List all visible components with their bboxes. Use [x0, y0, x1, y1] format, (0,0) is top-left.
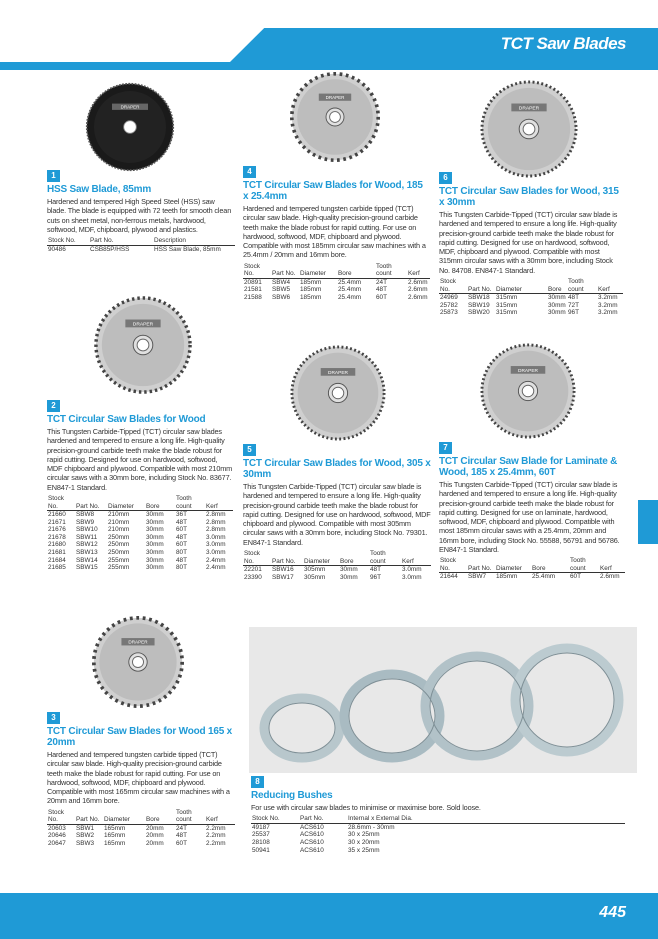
col-header: Part No. — [89, 237, 153, 245]
blade-image-1 — [85, 82, 175, 172]
blade-image-4 — [290, 72, 380, 162]
col-header: Diameter — [107, 495, 145, 511]
table-cell: 30mm — [146, 556, 164, 564]
col-header: Bore — [531, 557, 569, 573]
table-row — [439, 573, 625, 581]
table-cell: 60T — [376, 293, 388, 301]
col-header: Diameter — [303, 550, 339, 566]
section-title: Reducing Bushes — [251, 790, 333, 801]
blade-brand: DRAPER — [132, 322, 154, 328]
col-header: Bore — [337, 263, 375, 279]
table-cell: 30mm — [146, 533, 164, 541]
table-cell: 96T — [370, 573, 382, 581]
blade-brand: DRAPER — [518, 368, 538, 374]
table-cell: 250mm — [108, 533, 130, 541]
table-cell: SBW18 — [468, 294, 490, 302]
table-cell: 315mm — [496, 309, 518, 317]
table-cell: 25.4mm — [338, 278, 362, 286]
product-table — [47, 809, 235, 848]
table-cell: 21685 — [48, 564, 66, 572]
section-title: TCT Circular Saw Blade for Laminate & Wood, 185 x 25.4mm, 60T — [439, 456, 618, 478]
table-cell: 30mm — [340, 566, 358, 574]
table-cell: 2.2mm — [206, 824, 226, 832]
col-header: Bore — [145, 809, 175, 825]
product-section-4 — [243, 166, 430, 302]
section-number: 7 — [439, 442, 452, 454]
col-header: Part No. — [271, 263, 299, 279]
table-cell: 3.0mm — [206, 533, 226, 541]
section-number: 3 — [47, 712, 60, 724]
header-rule — [0, 62, 658, 70]
table-cell: 30 x 20mm — [348, 838, 380, 846]
table-cell: CSB85P/HSS — [90, 245, 130, 253]
table-cell: 185mm — [300, 286, 322, 294]
table-cell: 24T — [176, 824, 188, 832]
table-cell: 21684 — [48, 556, 66, 564]
table-cell: ACS610 — [300, 846, 324, 854]
section-title: TCT Circular Saw Blades for Wood, 315 x 30mm — [439, 186, 619, 208]
col-header: Bore — [547, 278, 567, 294]
table-cell: 96T — [568, 309, 580, 317]
table-row — [251, 831, 625, 839]
table-cell: 28108 — [252, 838, 270, 846]
col-header: Tooth count — [369, 550, 401, 566]
table-cell: 3.2mm — [598, 301, 618, 309]
table-cell: 49187 — [252, 823, 270, 831]
table-cell: 20603 — [48, 824, 66, 832]
table-cell: 2.8mm — [206, 518, 226, 526]
table-cell: 3.2mm — [598, 309, 618, 317]
table-cell: SBW15 — [76, 564, 98, 572]
table-cell: 165mm — [104, 824, 126, 832]
page-title: TCT Saw Blades — [500, 34, 626, 53]
table-cell: ACS610 — [300, 838, 324, 846]
section-description: For use with circular saw blades to minimise or maximise bore. Sold loose. — [251, 803, 481, 812]
product-table — [47, 495, 233, 572]
page-number: 445 — [599, 904, 626, 921]
table-cell: 48T — [176, 832, 188, 840]
table-row — [251, 823, 625, 831]
table-cell: 24T — [376, 278, 388, 286]
col-header: Tooth count — [175, 809, 205, 825]
section-title: HSS Saw Blade, 85mm — [47, 184, 152, 195]
col-header: Part No. — [467, 557, 495, 573]
table-cell: 90486 — [48, 245, 66, 253]
table-cell: SBW8 — [76, 511, 95, 519]
col-header: Internal x External Dia. — [347, 815, 625, 823]
table-cell: 20mm — [146, 839, 164, 847]
table-cell: 2.4mm — [206, 556, 226, 564]
page-footer — [0, 893, 658, 939]
col-header: Part No. — [271, 550, 303, 566]
table-cell: 36T — [176, 511, 188, 519]
table-cell: 21660 — [48, 511, 66, 519]
table-cell: SBW10 — [76, 526, 98, 534]
table-cell: 60T — [176, 541, 188, 549]
section-number: 8 — [251, 776, 264, 788]
table-cell: 3.0mm — [206, 541, 226, 549]
col-header: Diameter — [495, 278, 547, 294]
table-row — [47, 557, 233, 565]
table-cell: 21581 — [244, 286, 262, 294]
section-number: 4 — [243, 166, 256, 178]
table-cell: 48T — [376, 286, 388, 294]
table-cell: 23390 — [244, 573, 262, 581]
table-row — [47, 245, 235, 253]
table-cell: 210mm — [108, 526, 130, 534]
table-row — [243, 294, 430, 302]
table-cell: 210mm — [108, 511, 130, 519]
col-header: Stock No. — [243, 263, 271, 279]
table-cell: 30mm — [146, 541, 164, 549]
product-table — [243, 550, 431, 581]
table-cell: 250mm — [108, 541, 130, 549]
table-cell: 2.2mm — [206, 839, 226, 847]
table-row — [251, 847, 625, 855]
table-cell: 3.2mm — [598, 294, 618, 302]
table-cell: SBW6 — [272, 293, 291, 301]
table-cell: 22201 — [244, 566, 262, 574]
table-cell: 315mm — [496, 294, 518, 302]
table-row — [439, 302, 623, 310]
table-row — [439, 294, 623, 302]
product-table — [251, 815, 625, 854]
col-header: Tooth count — [567, 278, 597, 294]
table-cell: 21671 — [48, 518, 66, 526]
table-cell: 30mm — [548, 301, 566, 309]
table-cell: SBW3 — [76, 839, 95, 847]
table-cell: 25.4mm — [338, 293, 362, 301]
section-number: 6 — [439, 172, 452, 184]
table-cell: 305mm — [304, 566, 326, 574]
table-cell: 30mm — [146, 518, 164, 526]
table-cell: SBW11 — [76, 533, 98, 541]
table-cell: 20mm — [146, 832, 164, 840]
table-cell: 60T — [176, 839, 188, 847]
table-cell: 2.6mm — [408, 293, 428, 301]
table-cell: 30mm — [146, 549, 164, 557]
side-tab — [638, 500, 658, 544]
table-cell: 48T — [370, 566, 382, 574]
section-title: TCT Circular Saw Blades for Wood, 185 x 25.4mm — [243, 180, 423, 202]
table-row — [243, 286, 430, 294]
col-header: Stock No. — [47, 237, 89, 245]
table-cell: 60T — [176, 526, 188, 534]
table-cell: 25873 — [440, 309, 458, 317]
col-header: Kerf — [401, 550, 431, 566]
page-header — [0, 0, 658, 70]
col-header: Diameter — [495, 557, 531, 573]
product-section-6 — [439, 172, 623, 317]
table-cell: 72T — [568, 301, 580, 309]
table-row — [439, 309, 623, 317]
col-header: Stock No. — [439, 278, 467, 294]
table-cell: 165mm — [104, 839, 126, 847]
table-cell: 20mm — [146, 824, 164, 832]
table-row — [47, 511, 233, 519]
col-header: Stock No. — [439, 557, 467, 573]
blade-image-6 — [480, 80, 578, 178]
table-row — [47, 549, 233, 557]
table-cell: 30mm — [548, 309, 566, 317]
section-title: TCT Circular Saw Blades for Wood — [47, 414, 206, 425]
col-header: Stock No. — [243, 550, 271, 566]
table-cell: 35 x 25mm — [348, 846, 380, 854]
table-row — [47, 840, 235, 848]
col-header: Diameter — [103, 809, 145, 825]
table-cell: 20891 — [244, 278, 262, 286]
blade-brand: DRAPER — [120, 104, 140, 110]
product-section-2 — [47, 400, 233, 572]
product-table — [439, 557, 625, 581]
table-row — [47, 564, 233, 572]
table-cell: 48T — [176, 518, 188, 526]
table-cell: 30 x 25mm — [348, 831, 380, 839]
col-header: Tooth count — [569, 557, 599, 573]
table-cell: 30mm — [340, 573, 358, 581]
col-header: Kerf — [599, 557, 625, 573]
table-cell: SBW13 — [76, 549, 98, 557]
table-cell: 20646 — [48, 832, 66, 840]
table-cell: 21681 — [48, 549, 66, 557]
blade-image-7 — [480, 343, 576, 439]
table-cell: 165mm — [104, 832, 126, 840]
table-cell: 210mm — [108, 518, 130, 526]
col-header: Kerf — [205, 809, 235, 825]
table-cell: 30mm — [146, 511, 164, 519]
table-cell: 21676 — [48, 526, 66, 534]
col-header: Bore — [145, 495, 175, 511]
table-cell: 30mm — [146, 526, 164, 534]
blade-image-2 — [94, 296, 192, 394]
table-cell: SBW9 — [76, 518, 95, 526]
section-title: TCT Circular Saw Blades for Wood, 305 x 30mm — [243, 458, 431, 480]
blade-image-3 — [92, 616, 184, 708]
col-header: Part No. — [299, 815, 347, 823]
col-header: Stock No. — [251, 815, 299, 823]
blade-brand: DRAPER — [128, 639, 148, 645]
table-cell: 3.0mm — [402, 573, 422, 581]
product-table — [47, 237, 235, 253]
table-cell: 185mm — [300, 278, 322, 286]
table-cell: 2.6mm — [600, 573, 620, 581]
product-table — [439, 278, 623, 317]
table-cell: 24969 — [440, 294, 458, 302]
table-cell: 255mm — [108, 564, 130, 572]
section-description: This Tungsten Carbide-Tipped (TCT) circular saw blades hardened and tempered to ensure a long life. High-quality precision-ground carbide teeth make the blade robust for rapid cutting. Designed for use on hardwood, softwood, MDF chipboard and plywood. Compatible with most 210mm circular saws with a 30mm bore, including Stock No. 83677. EN847-1 Standard. — [47, 427, 233, 492]
section-title: TCT Circular Saw Blades for Wood 165 x 20mm — [47, 726, 233, 748]
table-row — [251, 839, 625, 847]
section-description: Hardened and tempered tungsten carbide tipped (TCT) circular saw blade. High-quality precision-ground carbide teeth make the blade robust for rapid cutting. For use on hardwood, softwood, MDF, chipboard and plywood. Compatible with most 185mm circular saw machines with a 25.4mm / 20mm and 16mm bore. — [243, 204, 426, 260]
col-header: Kerf — [597, 278, 623, 294]
table-cell: 2.8mm — [206, 526, 226, 534]
table-cell: 80T — [176, 564, 188, 572]
table-cell: 2.8mm — [206, 511, 226, 519]
col-header: Tooth count — [375, 263, 407, 279]
table-cell: SBW7 — [468, 573, 487, 581]
col-header: Part No. — [467, 278, 495, 294]
col-header: Kerf — [205, 495, 233, 511]
table-cell: 48T — [176, 556, 188, 564]
table-cell: 2.4mm — [206, 564, 226, 572]
table-cell: 60T — [570, 573, 582, 581]
table-cell: 2.6mm — [408, 278, 428, 286]
table-cell: 28.6mm - 30mm — [348, 823, 395, 831]
section-description: Hardened and tempered tungsten carbide tipped (TCT) circular saw blade. High-quality precision-ground carbide teeth make the blade robust for rapid cutting. For use on hardwood, softwood, MDF, chipboard and plywood. Compatible with most 165mm circular saw machines with a 20mm and 16mm bore. — [47, 750, 230, 806]
product-section-7 — [439, 442, 625, 581]
table-row — [243, 574, 431, 582]
col-header: Part No. — [75, 809, 103, 825]
section-description: This Tungsten Carbide-Tipped (TCT) circular saw blade is hardened and tempered to ensure a long life. High-quality precision-ground carbide teeth make the blade robust for rapid cutting. Designed for use on hardwood, softwood, MDF chipboard and plywood. Compatible with most 305mm circular saws with a 30mm bore, including Stock No. 79301. EN847-1 Standard. — [243, 482, 431, 547]
table-cell: 21680 — [48, 541, 66, 549]
table-row — [47, 824, 235, 832]
table-cell: SBW2 — [76, 832, 95, 840]
table-row — [47, 526, 233, 534]
table-cell: 255mm — [108, 556, 130, 564]
table-cell: 185mm — [496, 573, 518, 581]
table-cell: 185mm — [300, 293, 322, 301]
table-cell: 21644 — [440, 573, 458, 581]
table-cell: 50941 — [252, 846, 270, 854]
table-cell: 3.0mm — [402, 566, 422, 574]
col-header: Bore — [339, 550, 369, 566]
table-cell: 25537 — [252, 831, 270, 839]
table-row — [47, 541, 233, 549]
table-cell: SBW19 — [468, 301, 490, 309]
table-cell: SBW14 — [76, 556, 98, 564]
table-cell: SBW4 — [272, 278, 291, 286]
table-cell: 21678 — [48, 533, 66, 541]
table-cell: 20647 — [48, 839, 66, 847]
table-cell: ACS610 — [300, 823, 324, 831]
blade-image-5 — [290, 345, 386, 441]
table-cell: 2.2mm — [206, 832, 226, 840]
col-header: Stock No. — [47, 809, 75, 825]
col-header: Stock No. — [47, 495, 75, 511]
blade-brand: DRAPER — [518, 106, 540, 112]
product-section-1 — [47, 170, 235, 253]
table-row — [243, 278, 430, 286]
section-description: Hardened and tempered High Speed Steel (HSS) saw blade. The blade is equipped with 72 teeth for smooth clean cuts on sheet metal, non-ferrous metals, hardwood, softwood, MDF, chipboard, plywood and plastics. — [47, 197, 232, 234]
table-cell: 48T — [568, 294, 580, 302]
table-cell: 305mm — [304, 573, 326, 581]
col-header: Description — [153, 237, 235, 245]
product-section-5 — [243, 444, 431, 581]
col-header: Tooth count — [175, 495, 205, 511]
table-cell: 30mm — [146, 564, 164, 572]
product-table — [243, 263, 430, 302]
table-cell: ACS610 — [300, 831, 324, 839]
table-cell: 80T — [176, 549, 188, 557]
col-header: Part No. — [75, 495, 107, 511]
table-cell: SBW20 — [468, 309, 490, 317]
blade-brand: DRAPER — [328, 370, 348, 376]
product-section-8 — [251, 776, 625, 854]
table-cell: 250mm — [108, 549, 130, 557]
table-row — [47, 832, 235, 840]
section-number: 1 — [47, 170, 60, 182]
section-number: 2 — [47, 400, 60, 412]
table-cell: SBW5 — [272, 286, 291, 294]
section-description: This Tungsten Carbide-Tipped (TCT) circular saw blade is hardened and tempered to ensure a long life. High-quality precision-ground carbide teeth make the blade robust for rapid cutting. Designed for use on laminate, hardwood, softwood, MDF, chipboard and plywood. Compatible with most 185mm circular saws with a 25.4mm, 20mm and 16mm bore, including Stock No. 55588, 56791 and 56786. EN847-1 Standard. — [439, 480, 620, 555]
table-cell: 3.0mm — [206, 549, 226, 557]
table-row — [47, 534, 233, 542]
table-row — [243, 566, 431, 574]
product-section-3 — [47, 712, 235, 848]
col-header: Diameter — [299, 263, 337, 279]
table-cell: SBW16 — [272, 566, 294, 574]
table-cell: 48T — [176, 533, 188, 541]
table-cell: SBW17 — [272, 573, 294, 581]
table-cell: SBW1 — [76, 824, 95, 832]
table-cell: 25.4mm — [532, 573, 556, 581]
blade-brand: DRAPER — [325, 95, 345, 100]
table-cell: 21588 — [244, 293, 262, 301]
reducing-bushes-image — [252, 634, 632, 772]
section-description: This Tungsten Carbide-Tipped (TCT) circular saw blade is hardened and tempered to ensure a long life. High-quality precision-ground carbide teeth make the blade robust for rapid cutting. Designed for use on hardwood, softwood, MDF, chipboard and plywood. Compatible with most 315mm circular saws with a 30mm bore, including Stock No. 84708. EN847-1 Standard. — [439, 210, 618, 275]
table-cell: HSS Saw Blade, 85mm — [154, 245, 221, 253]
section-number: 5 — [243, 444, 256, 456]
table-cell: 25.4mm — [338, 286, 362, 294]
table-cell: 2.6mm — [408, 286, 428, 294]
table-cell: 30mm — [548, 294, 566, 302]
table-row — [47, 519, 233, 527]
table-cell: 25782 — [440, 301, 458, 309]
table-cell: SBW12 — [76, 541, 98, 549]
col-header: Kerf — [407, 263, 430, 279]
table-cell: 315mm — [496, 301, 518, 309]
